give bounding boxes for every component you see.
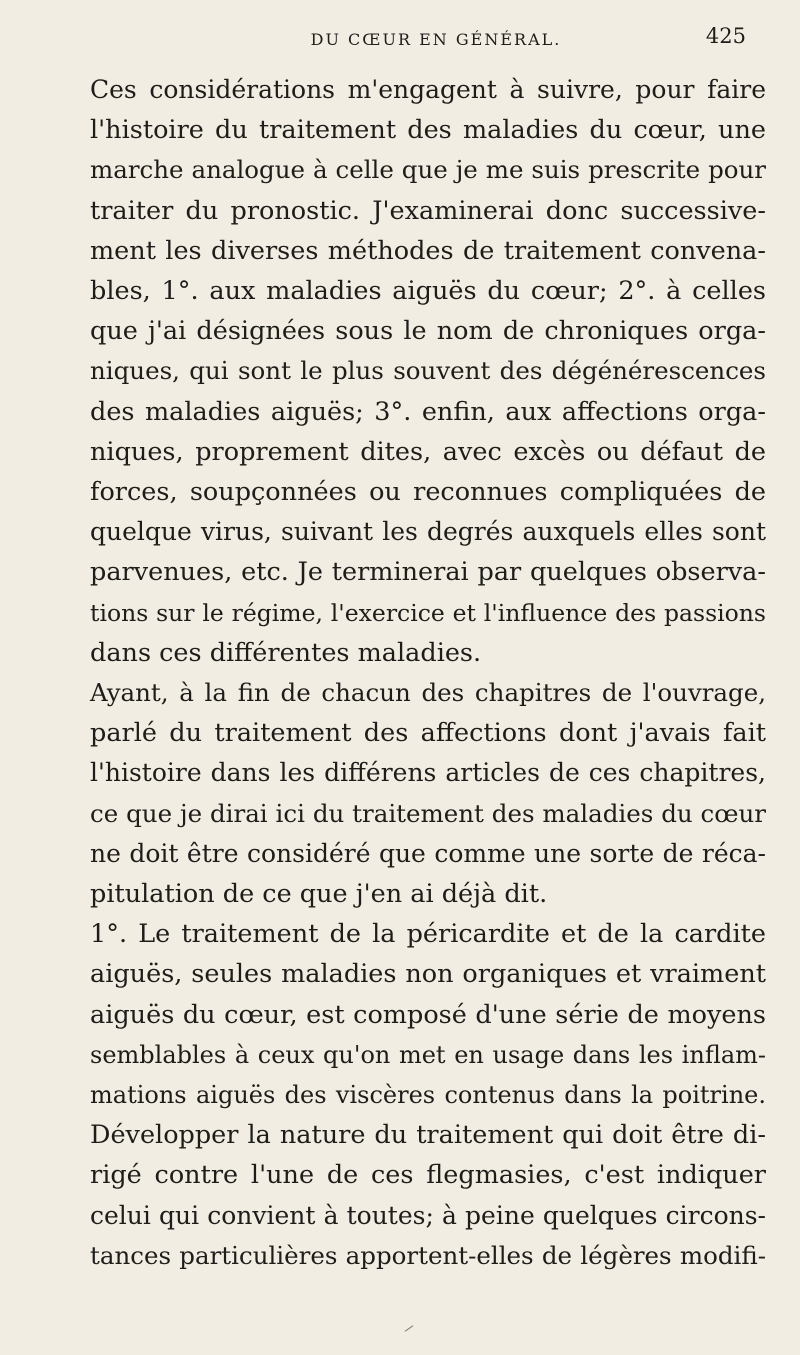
text-line: Développer la nature du traitement qui doit être di-	[90, 1120, 766, 1151]
text-line: marche analogue à celle que je me suis prescrite pour	[90, 155, 766, 185]
text-line: l'histoire dans les différens articles de ces chapitres,	[90, 758, 766, 788]
printer-mark	[405, 1325, 414, 1332]
text-line: forces, soupçonnées ou reconnues compliquées de	[90, 477, 766, 508]
text-line: des maladies aiguës; 3°. enfin, aux affections orga-	[90, 396, 766, 427]
text-line: pitulation de ce que j'en ai déjà dit.	[90, 879, 548, 910]
text-line: ne doit être considéré que comme une sorte de réca-	[90, 838, 766, 868]
text-line: niques, proprement dites, avec excès ou défaut de	[90, 436, 766, 467]
page-header	[66, 0, 766, 70]
text-line: que j'ai désignées sous le nom de chroniques orga-	[90, 316, 766, 347]
text-line: quelque virus, suivant les degrés auxquels elles sont	[90, 517, 766, 547]
paragraph-3	[66, 914, 766, 1276]
running-head: DU CŒUR EN GÉNÉRAL.	[310, 30, 562, 49]
text-line: traiter du pronostic. J'examinerai donc successive-	[90, 195, 766, 226]
page-number: 425	[705, 24, 746, 48]
text-line: l'histoire du traitement des maladies du cœur, une	[90, 115, 766, 146]
text-line: semblables à ceux qu'on met en usage dans les inflam-	[90, 1040, 766, 1069]
text-line: 1°. Le traitement de la péricardite et de la cardite	[90, 919, 766, 950]
text-line: dans ces différentes maladies.	[90, 637, 482, 668]
text-line: Ayant, à la fin de chacun des chapitres de l'ouvrage,	[90, 678, 766, 708]
paragraph-1	[66, 70, 766, 673]
text-line: bles, 1°. aux maladies aiguës du cœur; 2°. à celles	[90, 276, 766, 307]
text-line: celui qui convient à toutes; à peine quelques circons-	[90, 1200, 766, 1230]
text-line: tances particulières apportent-elles de légères modifi-	[90, 1240, 766, 1270]
text-line: ce que je dirai ici du traitement des maladies du cœur	[90, 798, 766, 828]
text-line: parvenues, etc. Je terminerai par quelques observa-	[90, 557, 766, 588]
text-line: aiguës, seules maladies non organiques et vraiment	[90, 959, 766, 990]
text-line: mations aiguës des viscères contenus dans la poitrine.	[90, 1081, 766, 1110]
text-line: aiguës du cœur, est composé d'une série de moyens	[90, 999, 766, 1030]
body-text	[66, 70, 766, 1276]
text-line: parlé du traitement des affections dont j'avais fait	[90, 718, 766, 749]
text-line: rigé contre l'une de ces flegmasies, c'est indiquer	[90, 1160, 766, 1191]
text-line: Ces considérations m'engagent à suivre, pour faire	[90, 75, 766, 104]
paragraph-2	[66, 673, 766, 914]
text-line: niques, qui sont le plus souvent des dégénérescences	[90, 356, 766, 386]
text-line: tions sur le régime, l'exercice et l'influence des passions	[90, 598, 766, 627]
text-line: ment les diverses méthodes de traitement convena-	[90, 235, 766, 266]
